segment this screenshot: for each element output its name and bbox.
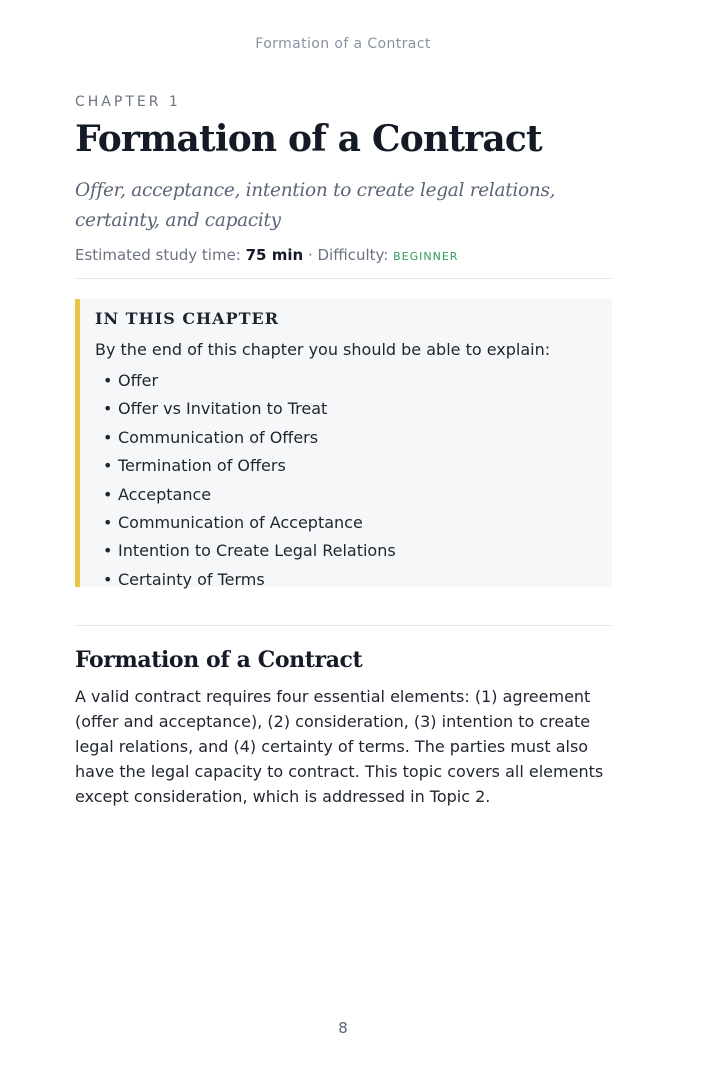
- chapter-label: CHAPTER 1: [75, 94, 181, 110]
- list-item-text: Offer vs Invitation to Treat: [118, 399, 328, 419]
- list-item-text: Termination of Offers: [118, 456, 286, 476]
- list-item: [95, 537, 596, 565]
- page-number: 8: [338, 1019, 348, 1037]
- bullet-icon: •: [103, 456, 113, 476]
- list-item-text: Communication of Offers: [118, 427, 319, 447]
- list-item: [95, 509, 596, 537]
- section-title: Formation of a Contract: [75, 647, 363, 673]
- page-content: [75, 92, 612, 809]
- list-item: [95, 452, 596, 480]
- in-this-chapter-callout: [75, 299, 612, 587]
- difficulty-badge: BEGINNER: [393, 250, 459, 263]
- list-item: [95, 481, 596, 509]
- bullet-icon: •: [103, 513, 113, 533]
- chapter-subtitle: Offer, acceptance, intention to create legal relations, certainty, and capacity: [75, 180, 556, 231]
- bullet-icon: •: [103, 569, 113, 589]
- difficulty-label: · Difficulty:: [303, 246, 394, 264]
- chapter-meta: [75, 244, 612, 268]
- list-item: [95, 424, 596, 452]
- list-item-text: Offer: [118, 371, 159, 390]
- running-header: Formation of a Contract: [255, 36, 431, 52]
- bullet-icon: •: [103, 399, 113, 419]
- section-body: A valid contract requires four essential elements: (1) agreement (offer and acceptance), (2) consideration, (3) intention to create legal relations, and (4) certainty of terms. The parties must also have the legal capacity to contract. This topic covers all elements except consideration, which is addressed in Topic 2.: [75, 687, 604, 806]
- bullet-icon: •: [103, 484, 113, 504]
- study-time-value: 75 min: [245, 246, 304, 264]
- chapter-title: Formation of a Contract: [75, 118, 542, 160]
- learning-objectives-list: [95, 367, 596, 594]
- list-item: [95, 566, 596, 594]
- section-divider: [75, 625, 612, 626]
- bullet-icon: •: [103, 427, 113, 447]
- callout-intro: By the end of this chapter you should be able to explain:: [95, 340, 551, 359]
- list-item: [95, 395, 596, 423]
- header-divider: [75, 278, 612, 279]
- study-time-label: Estimated study time:: [75, 246, 246, 264]
- list-item-text: Acceptance: [118, 484, 212, 504]
- list-item: [95, 367, 596, 395]
- bullet-icon: •: [103, 371, 113, 390]
- bullet-icon: •: [103, 541, 113, 561]
- list-item-text: Intention to Create Legal Relations: [118, 541, 396, 561]
- callout-heading: IN THIS CHAPTER: [95, 309, 280, 328]
- list-item-text: Certainty of Terms: [118, 569, 265, 589]
- list-item-text: Communication of Acceptance: [118, 513, 363, 533]
